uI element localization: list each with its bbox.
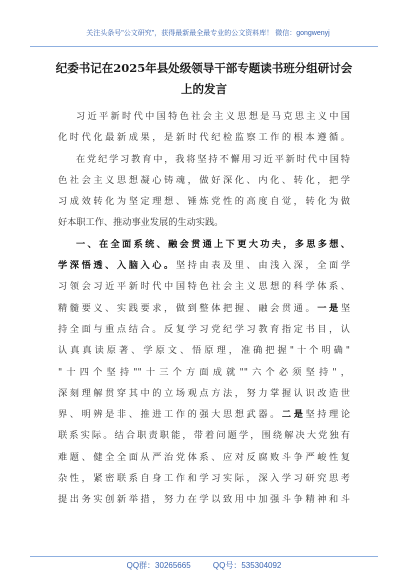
body-line xyxy=(58,255,350,276)
body-line xyxy=(58,404,350,425)
body-line: 难题、健全全面从严治党体系、应对反腐败斗争严峻性复 xyxy=(58,451,350,463)
body-line: 联系实际。结合职责职能，带着问题学，围绕解决大党独有 xyxy=(58,430,350,442)
header-banner: 关注头条号"公文研究"，获得最新最全最专业的公文资料库！ 微信：gongwenyj xyxy=(86,30,330,37)
body-line-rest: 坚持由表及里、由浅入深，全面学 xyxy=(175,260,350,272)
body-line: 色社会主义思想凝心铸魂，做好深化、内化、转化，把学 xyxy=(58,174,350,186)
body-line: 认真真读原著、学原文、悟原理，准确把握"十个明确" xyxy=(58,345,350,357)
point-marker-2: 二是 xyxy=(281,409,306,421)
footer-qq-number: QQ号：535304092 xyxy=(212,561,282,570)
body-line: 持全面与重点结合。反复学习党纪学习教育指定书目，认 xyxy=(58,323,350,335)
document-body xyxy=(58,106,350,511)
footer-divider xyxy=(30,556,378,557)
title-line-1: 纪委书记在2025年县处级领导干部专题读书班分组研讨会 xyxy=(55,61,353,75)
point-marker-1: 一是 xyxy=(317,302,341,314)
body-line: 好本职工作、推动事业发展的生动实践。 xyxy=(58,217,224,229)
body-line: 深刻理解贯穿其中的立场观点方法，努力掌握认识改造世 xyxy=(58,387,350,399)
body-line: "十四个坚持""十三个方面成就""六个必须坚持"， xyxy=(58,366,350,378)
body-line: 杂性，紧密联系自身工作和学习实际，深入学习研究思考 xyxy=(58,473,350,485)
body-line: 提出务实创新举措，努力在学以致用中加强斗争精神和斗 xyxy=(58,494,350,506)
body-line-tail: 坚 xyxy=(340,302,350,314)
body-line-text: 精髓要义、实践要求，做到整体把握、融会贯通。 xyxy=(58,302,318,314)
body-line-tail: 坚持理论 xyxy=(305,409,350,421)
section-heading-cont: 学深悟透、入脑入心。 xyxy=(58,260,176,272)
body-line: 习近平新时代中国特色社会主义思想是马克思主义中国 xyxy=(76,111,350,122)
body-line-text: 界、明辨是非、推进工作的强大思想武器。 xyxy=(58,409,282,421)
body-line xyxy=(58,298,350,319)
title-line-2: 上的发言 xyxy=(181,82,227,96)
section-heading: 一、在全面系统、融会贯通上下更大功夫，多思多想、 xyxy=(76,238,350,250)
footer xyxy=(0,560,408,571)
header-divider xyxy=(30,46,378,47)
body-line: 习领会习近平新时代中国特色社会主义思想的科学体系、 xyxy=(58,281,350,293)
body-line: 在党纪学习教育中，我将坚持不懈用习近平新时代中国特 xyxy=(76,153,350,165)
body-line: 习成效转化为坚定理想、锤炼党性的高度自觉，转化为做 xyxy=(58,196,350,208)
document-title xyxy=(46,58,362,100)
footer-qq-group: QQ群：30265665 xyxy=(126,561,191,570)
body-line: 化时代化最新成果，是新时代纪检监察工作的根本遵循。 xyxy=(58,132,350,144)
